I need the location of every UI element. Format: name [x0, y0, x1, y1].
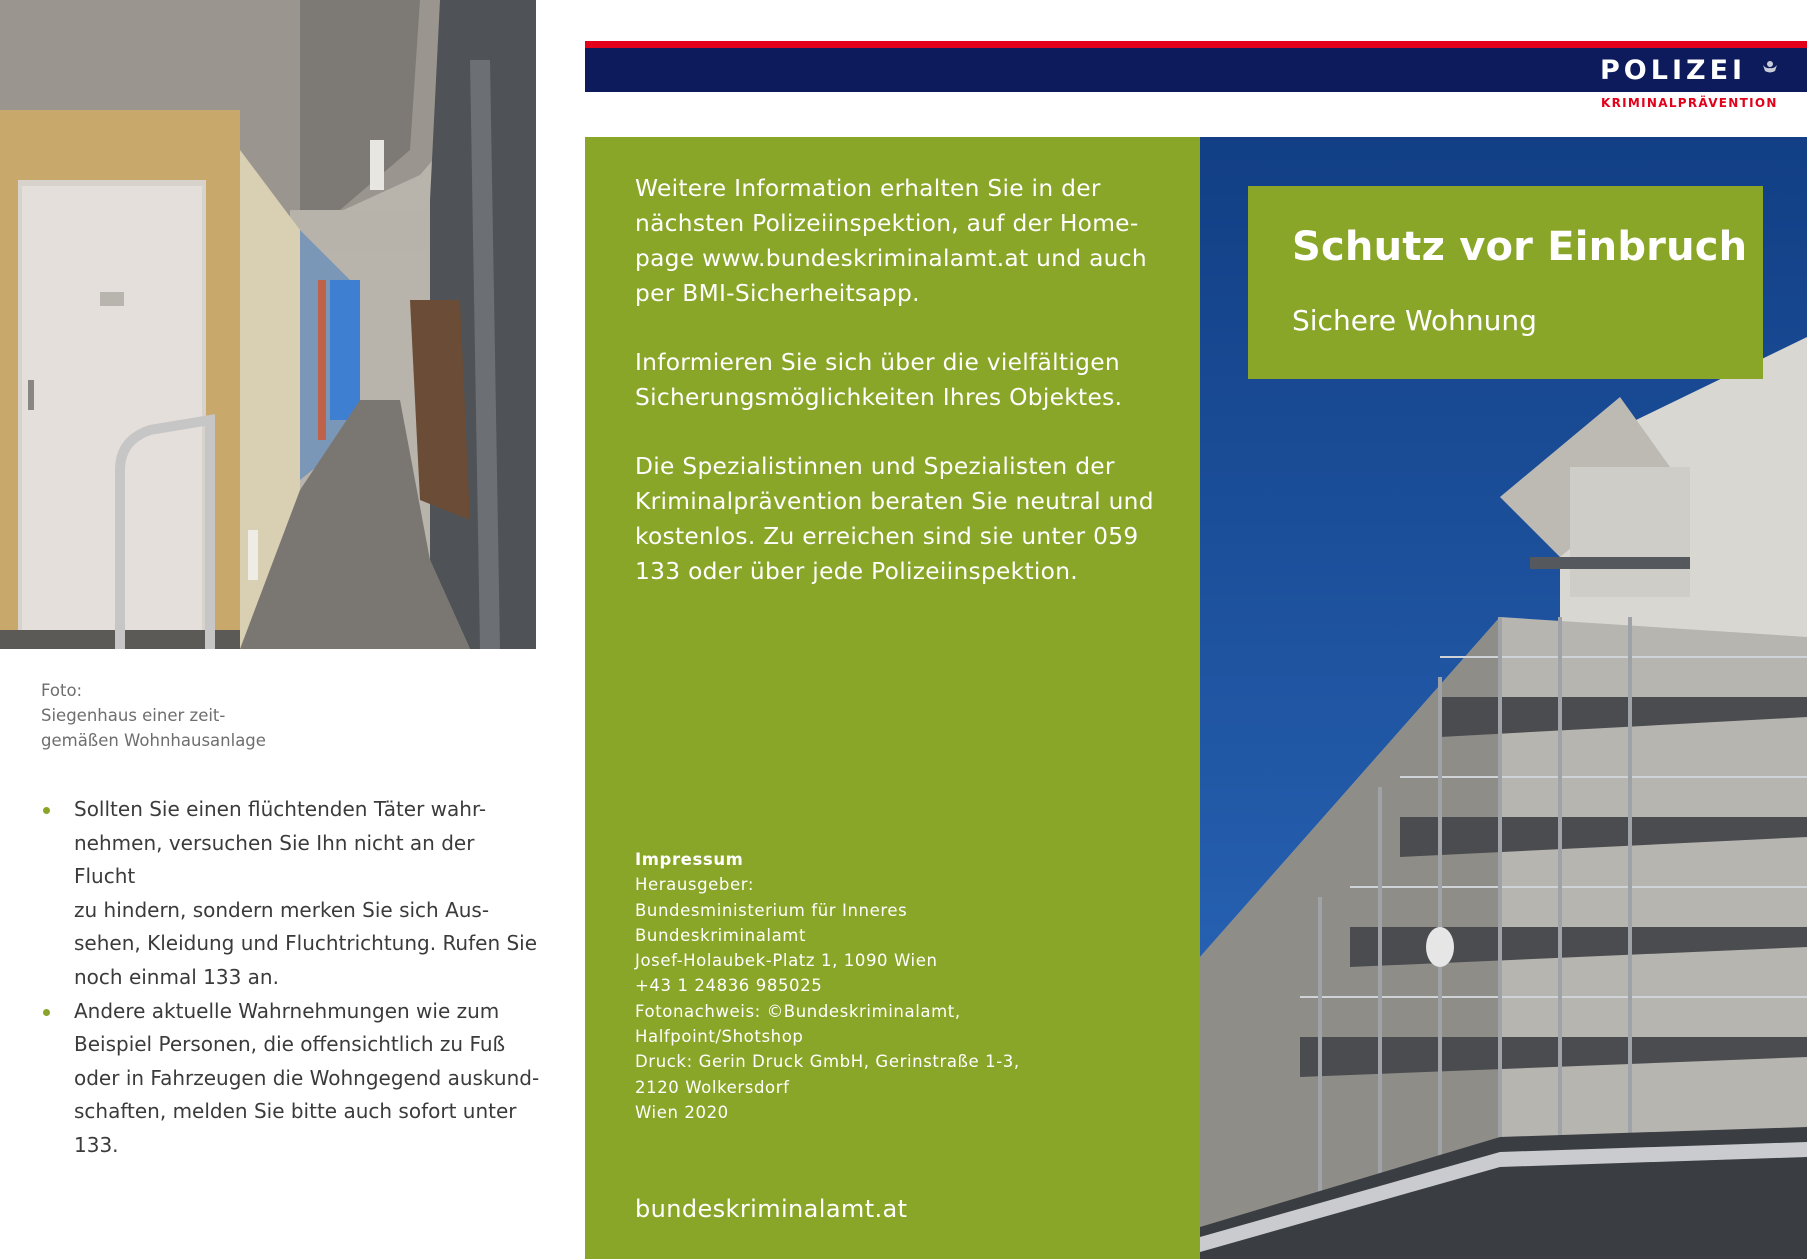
advice-item	[40, 793, 540, 995]
impressum-line: Bundesministerium für Inneres	[635, 900, 908, 920]
advice-line: sehen, Kleidung und Fluchtrichtung. Rufen Sie	[74, 931, 538, 956]
caption-line: Foto:	[41, 681, 83, 700]
info-line: Kriminalprävention beraten Sie neutral und	[635, 488, 1154, 515]
advice-line: noch einmal 133 an.	[74, 964, 279, 989]
advice-line: Andere aktuelle Wahrnehmungen wie zum	[74, 998, 500, 1023]
logo-wordmark: POLIZEI	[1600, 55, 1747, 86]
cover-title-box	[1248, 186, 1763, 379]
info-line: nächsten Polizeiinspektion, auf der Home-	[635, 210, 1139, 237]
cover-subtitle: Sichere Wohnung	[1292, 304, 1537, 337]
caption-line: gemäßen Wohnhausanlage	[41, 731, 266, 750]
info-paragraph	[635, 171, 1165, 311]
impressum-title: Impressum	[635, 850, 744, 869]
impressum-line: +43 1 24836 985025	[635, 976, 823, 996]
impressum-line: Herausgeber:	[635, 875, 755, 895]
advice-line: zu hindern, sondern merken Sie sich Aus-	[74, 897, 490, 922]
advice-list	[40, 793, 540, 1163]
bullet-dot-icon	[43, 1009, 50, 1016]
info-line: Informieren Sie sich über die vielfältigen	[635, 349, 1120, 376]
advice-line: schaften, melden Sie bitte auch sofort unter	[74, 1099, 517, 1124]
caption-line: Siegenhaus einer zeit-	[41, 706, 226, 725]
advice-line: 133.	[74, 1132, 119, 1157]
impressum-line: 2120 Wolkersdorf	[635, 1077, 790, 1097]
info-text	[635, 171, 1165, 623]
info-paragraph	[635, 345, 1165, 415]
info-line: per BMI-Sicherheitsapp.	[635, 280, 920, 307]
bullet-dot-icon	[43, 807, 50, 814]
impressum-line: Druck: Gerin Druck GmbH, Gerinstraße 1-3,	[635, 1052, 1020, 1072]
advice-item	[40, 995, 540, 1163]
corridor-photo	[0, 0, 536, 649]
info-line: kostenlos. Zu erreichen sind sie unter 059	[635, 523, 1139, 550]
info-line: Weitere Information erhalten Sie in der	[635, 175, 1101, 202]
advice-line: Sollten Sie einen flüchtenden Täter wahr-	[74, 797, 487, 821]
advice-line: oder in Fahrzeugen die Wohngegend auskund-	[74, 1065, 540, 1090]
advice-line: nehmen, versuchen Sie Ihn nicht an der Flucht	[74, 830, 475, 889]
info-line: 133 oder über jede Polizeiinspektion.	[635, 558, 1079, 585]
impressum-line: Wien 2020	[635, 1102, 729, 1122]
logo-subline: KRIMINALPRÄVENTION	[1601, 96, 1778, 110]
cover-title: Schutz vor Einbruch	[1292, 224, 1748, 270]
polizei-logo	[1600, 56, 1800, 86]
info-panel	[585, 137, 1200, 1259]
eagle-icon	[1762, 59, 1778, 75]
info-paragraph	[635, 449, 1165, 589]
impressum-line: Bundeskriminalamt	[635, 925, 807, 945]
info-line: page www.bundeskriminalamt.at und auch	[635, 245, 1147, 272]
site-url-link[interactable]: bundeskriminalamt.at	[635, 1195, 908, 1223]
header-red-stripe	[585, 41, 1807, 48]
impressum	[635, 847, 1085, 1125]
info-line: Die Spezialistinnen und Spezialisten der	[635, 453, 1115, 480]
impressum-line: Fotonachweis: ©Bundeskriminalamt,	[635, 1001, 961, 1021]
info-line: Sicherungsmöglichkeiten Ihres Objektes.	[635, 384, 1123, 411]
impressum-line: Halfpoint/Shotshop	[635, 1027, 804, 1047]
impressum-line: Josef-Holaubek-Platz 1, 1090 Wien	[635, 951, 938, 971]
photo-caption	[41, 678, 341, 753]
advice-line: Beispiel Personen, die offensichtlich zu Fuß	[74, 1032, 506, 1057]
